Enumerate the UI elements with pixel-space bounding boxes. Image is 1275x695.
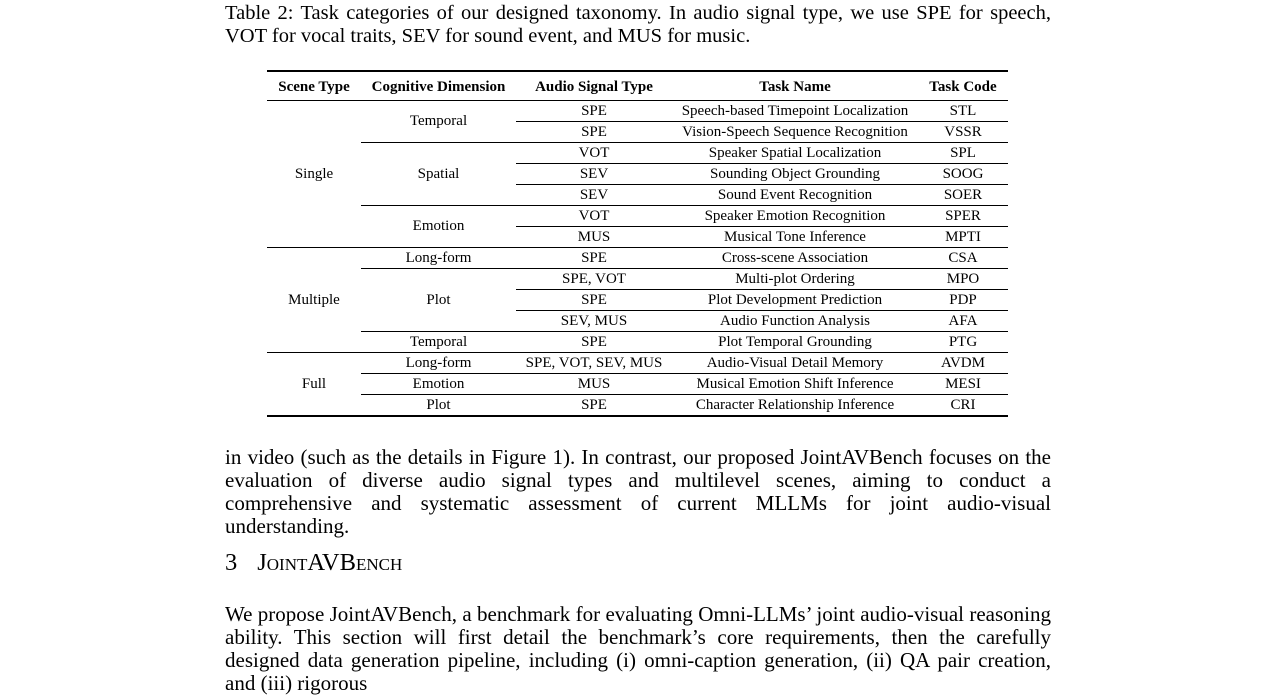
cognitive-dimension-cell: Long-form <box>361 353 516 374</box>
audio-signal-cell: SPE, VOT <box>516 269 672 290</box>
audio-signal-cell: SPE <box>581 102 607 119</box>
task-name-cell: Sounding Object Grounding <box>672 164 918 185</box>
table-caption: Table 2: Task categories of our designed taxonomy. In audio signal type, we use SPE for speech, VOT for vocal traits, SEV for sound event, and MUS for music. <box>225 2 1051 47</box>
header-cognitive-dimension: Cognitive Dimension <box>371 78 506 95</box>
task-name-cell: Musical Emotion Shift Inference <box>672 374 918 395</box>
task-code-cell: CRI <box>918 395 1008 417</box>
table-row <box>267 395 1008 417</box>
task-code-cell: SOER <box>918 185 1008 206</box>
scene-type-cell: Single <box>294 165 334 182</box>
table-row <box>267 101 1008 122</box>
audio-signal-cell: SPE <box>516 248 672 269</box>
body-paragraph: in video (such as the details in Figure 1). In contrast, our proposed JointAVBench focuses on the evaluation of diverse audio signal types and multilevel scenes, aiming to conduct a comprehensive and systematic assessment of current MLLMs for joint audio-visual understanding. <box>225 445 1051 538</box>
table-header-row <box>267 71 1008 101</box>
scene-group <box>267 248 1008 353</box>
audio-signal-cell: VOT <box>516 206 672 227</box>
table-row <box>267 353 1008 374</box>
task-code-cell: SPER <box>918 206 1008 227</box>
task-code-cell: CSA <box>918 248 1008 269</box>
scene-group <box>267 353 1008 417</box>
task-name-cell: Speaker Spatial Localization <box>672 143 918 164</box>
task-name-cell: Vision-Speech Sequence Recognition <box>672 122 918 143</box>
scene-type-cell: Multiple <box>267 248 361 353</box>
audio-signal-cell: SEV <box>516 185 672 206</box>
task-name-cell: Audio Function Analysis <box>672 311 918 332</box>
scene-group <box>267 101 1008 248</box>
task-name-cell: Plot Development Prediction <box>672 290 918 311</box>
audio-signal-cell: SEV, MUS <box>516 311 672 332</box>
table-row <box>267 248 1008 269</box>
task-name-cell: Sound Event Recognition <box>672 185 918 206</box>
audio-signal-cell: SPE <box>516 395 672 417</box>
cognitive-dimension-cell: Temporal <box>361 332 516 353</box>
taxonomy-table <box>267 70 1008 417</box>
audio-signal-cell: SPE <box>516 332 672 353</box>
section-title: JointAVBench <box>257 549 403 576</box>
header-task-name: Task Name <box>759 78 831 95</box>
task-name-cell: Speech-based Timepoint Localization <box>681 102 909 119</box>
task-code-cell: PTG <box>918 332 1008 353</box>
task-code-cell: MPTI <box>918 227 1008 248</box>
task-code-cell: AVDM <box>918 353 1008 374</box>
body-paragraph: We propose JointAVBench, a benchmark for evaluating Omni-LLMs’ joint audio-visual reasoning ability. This section will first detail the benchmark’s core requirements, then the carefully designed data generation pipeline, including (i) omni-caption generation, (ii) QA pair creation, and (iii) rigorous <box>225 602 1051 695</box>
task-name-cell: Plot Temporal Grounding <box>672 332 918 353</box>
header-task-code: Task Code <box>929 78 997 95</box>
cognitive-dimension-cell: Spatial <box>361 143 516 206</box>
task-name-cell: Multi-plot Ordering <box>672 269 918 290</box>
task-code-cell: PDP <box>918 290 1008 311</box>
task-name-cell: Audio-Visual Detail Memory <box>672 353 918 374</box>
table-row <box>267 332 1008 353</box>
task-name-cell: Speaker Emotion Recognition <box>672 206 918 227</box>
audio-signal-cell: MUS <box>516 227 672 248</box>
audio-signal-cell: SPE, VOT, SEV, MUS <box>516 353 672 374</box>
audio-signal-cell: SPE <box>516 122 672 143</box>
task-code-cell: STL <box>949 102 977 119</box>
cognitive-dimension-cell: Emotion <box>361 374 516 395</box>
task-code-cell: MPO <box>918 269 1008 290</box>
cognitive-dimension-cell: Temporal <box>409 113 468 129</box>
table-row <box>267 143 1008 164</box>
task-code-cell: AFA <box>918 311 1008 332</box>
cognitive-dimension-cell: Plot <box>361 269 516 332</box>
task-code-cell: SOOG <box>918 164 1008 185</box>
section-heading <box>225 549 402 577</box>
header-scene-type: Scene Type <box>278 78 350 95</box>
task-name-cell: Character Relationship Inference <box>672 395 918 417</box>
task-code-cell: SPL <box>918 143 1008 164</box>
cognitive-dimension-cell: Emotion <box>361 206 516 248</box>
cognitive-dimension-cell: Long-form <box>361 248 516 269</box>
audio-signal-cell: SEV <box>516 164 672 185</box>
section-number: 3 <box>225 549 238 576</box>
task-name-cell: Musical Tone Inference <box>672 227 918 248</box>
audio-signal-cell: SPE <box>516 290 672 311</box>
audio-signal-cell: MUS <box>516 374 672 395</box>
header-audio-signal-type: Audio Signal Type <box>535 78 653 95</box>
audio-signal-cell: VOT <box>516 143 672 164</box>
task-code-cell: MESI <box>918 374 1008 395</box>
task-name-cell: Cross-scene Association <box>672 248 918 269</box>
table-row <box>267 269 1008 290</box>
table-row <box>267 374 1008 395</box>
table-row <box>267 206 1008 227</box>
cognitive-dimension-cell: Plot <box>361 395 516 417</box>
scene-type-cell: Full <box>267 353 361 417</box>
taxonomy-table-container <box>267 70 1008 417</box>
task-code-cell: VSSR <box>918 122 1008 143</box>
